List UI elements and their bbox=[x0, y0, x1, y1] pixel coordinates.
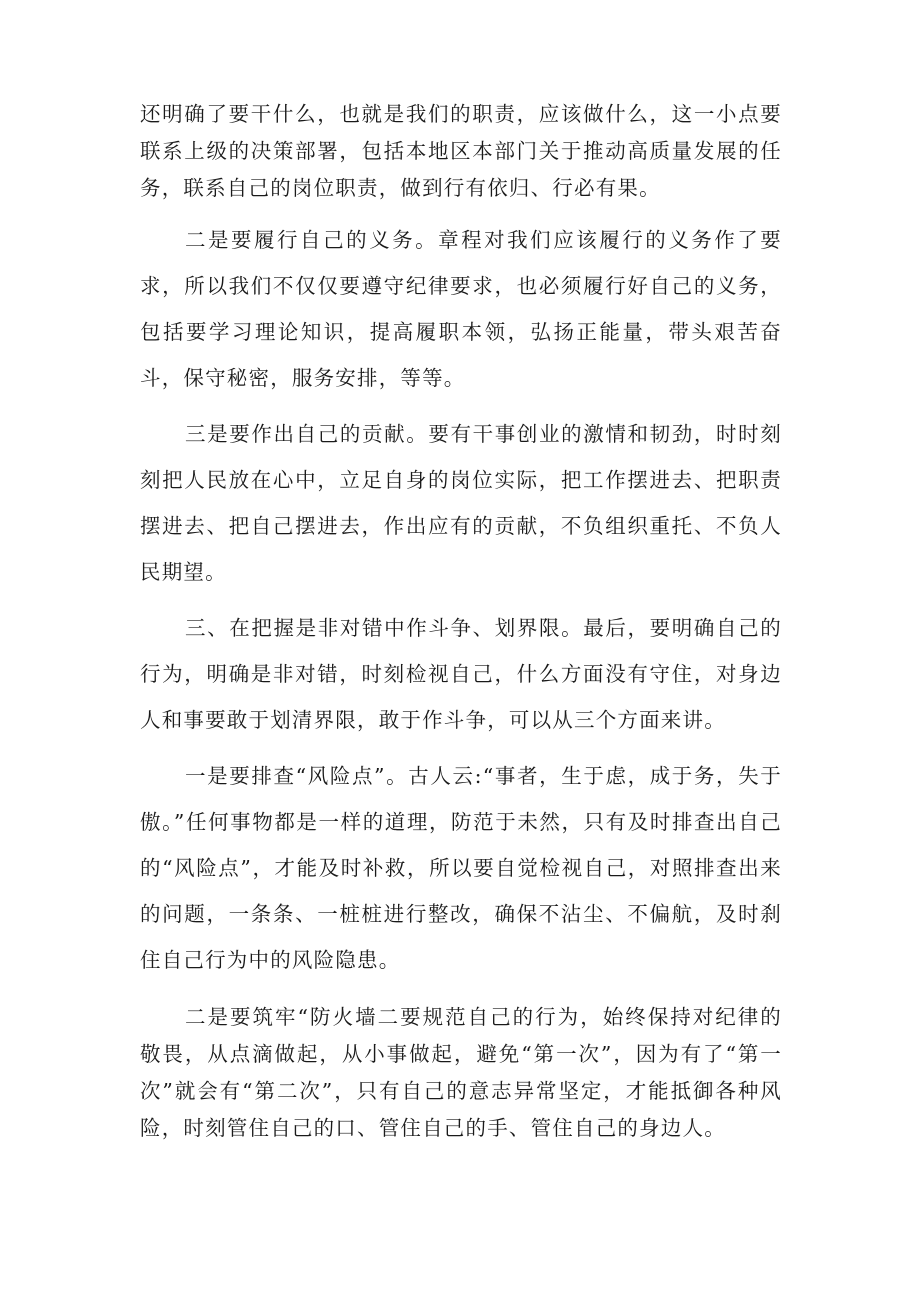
paragraph-fulfill-obligations: 二是要履行自己的义务。章程对我们应该履行的义务作了要求，所以我们不仅仅要遵守纪律要求，也必须履行好自己的义务，包括要学习理论知识，提高履职本领，弘扬正能量，带头艰苦奋斗，保守秘密，服务安排，等等。 bbox=[140, 228, 782, 390]
paragraph-check-risk-points: 一是要排查“风险点”。古人云:“事者，生于虑，成于务，失于傲。”任何事物都是一样的道理，防范于未然，只有及时排查出自己的“风险点”，才能及时补救，所以要自觉检视自己，对照排查出来的问题，一条条、一桩桩进行整改，确保不沾尘、不偏航，及时刹住自己行为中的风险隐患。 bbox=[140, 764, 782, 972]
paragraph-duty-continuation: 还明确了要干什么，也就是我们的职责，应该做什么，这一小点要联系上级的决策部署，包括本地区本部门关于推动高质量发展的任务，联系自己的岗位职责，做到行有依归、行必有果。 bbox=[140, 102, 782, 200]
paragraph-build-firewall: 二是要筑牢“防火墙二要规范自己的行为，始终保持对纪律的敬畏，从点滴做起，从小事做起，避免“第一次”，因为有了“第一次”就会有“第二次”，只有自己的意志异常坚定，才能抵御各种风险，时刻管住自己的口、管住自己的手、管住自己的身边人。 bbox=[140, 1005, 782, 1140]
paragraph-section-three-heading: 三、在把握是非对错中作斗争、划界限。最后，要明确自己的行为，明确是非对错，时刻检视自己，什么方面没有守住，对身边人和事要敢于划清界限，敢于作斗争，可以从三个方面来讲。 bbox=[140, 616, 782, 732]
document-page bbox=[140, 96, 782, 1147]
paragraph-make-contributions: 三是要作出自己的贡献。要有干事创业的激情和韧劲，时时刻刻把人民放在心中，立足自身的岗位实际，把工作摆进去、把职责摆进去、把自己摆进去，作出应有的贡献，不负组织重托、不负人民期望。 bbox=[140, 422, 782, 584]
